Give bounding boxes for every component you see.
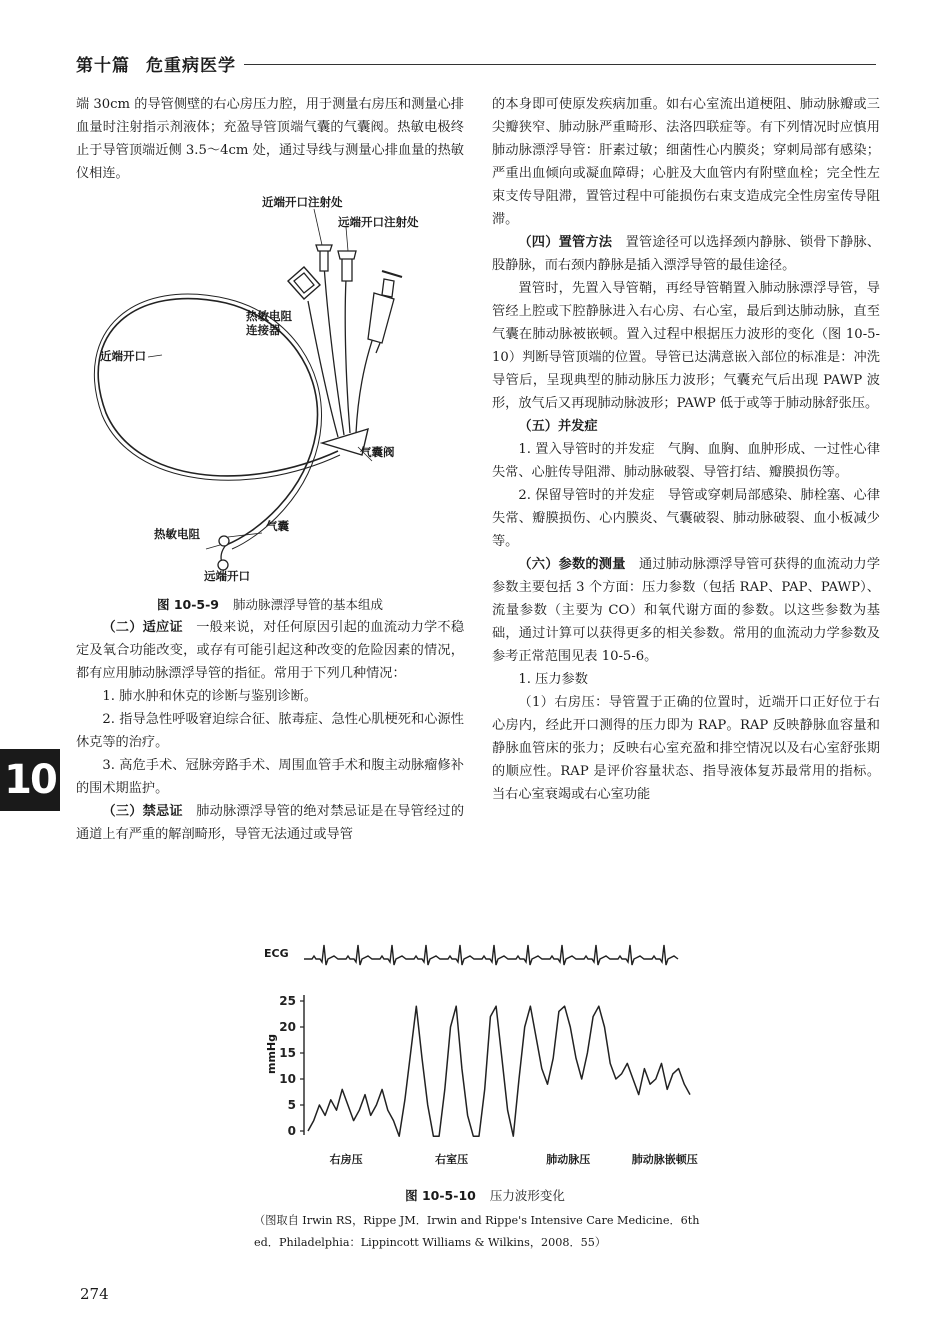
figure2-source-line2: ed．Philadelphia：Lippincott Williams & Wilkins，2008．55） <box>254 1236 607 1249</box>
left-column <box>76 93 464 846</box>
figure-pressure-waveform <box>264 935 710 1175</box>
figure2-caption <box>250 1186 720 1204</box>
ecg-label: ECG <box>264 947 289 960</box>
page-number: 274 <box>80 1285 109 1303</box>
y-tick-label: 5 <box>287 1098 296 1112</box>
region-label: 肺动脉嵌顿压 <box>631 1153 698 1166</box>
rap-paragraph: （1）右房压：导管置于正确的位置时，近端开口正好位于右心房内，经此开口测得的压力即为 RAP。RAP 反映静脉血容量和静脉血管床的张力；反映右心室充盈和排空情况以及右心室舒张期的顺应性。RAP 是评价容量状态、指导液体复苏最常用的指标。当右心室衰竭或右心室功能 <box>492 695 880 802</box>
params-paragraph: （六）参数的测量 通过肺动脉漂浮导管可获得的血流动力学参数主要包括 3 个方面：压力参数（包括 RAP、PAP、PAWP）、流量参数（主要为 CO）和氧代谢方面的参数。以这些参数为基础，通过计算可以获得更多的相关参数。常用的血流动力学参数及参考正常范围见表 10-5-6。 <box>492 557 881 664</box>
part-label: 第十篇 <box>76 55 130 76</box>
figure2-source <box>254 1210 722 1254</box>
region-label: 右房压 <box>329 1153 363 1166</box>
region-label: 右室压 <box>435 1153 469 1166</box>
pressure-trace <box>308 1006 690 1136</box>
label-balloon-valve: 气囊阀 <box>360 445 395 459</box>
label-proximal-injection: 近端开口注射处 <box>262 195 343 209</box>
y-tick-label: 0 <box>287 1124 296 1138</box>
indication-3: 3. 高危手术、冠脉旁路手术、周围血管手术和腹主动脉瘤修补的围术期监护。 <box>76 758 464 796</box>
figure1-number: 图 10-5-9 <box>156 597 219 612</box>
figure2-text: 压力波形变化 <box>489 1188 565 1203</box>
label-thermistor-connector-1: 热敏电阻 <box>246 309 292 323</box>
method-paragraph-2: 置管时，先置入导管鞘，再经导管鞘置入肺动脉漂浮导管，导管经上腔或下腔静脉进入右心房、右心室，最后到达肺动脉，直至气囊在肺动脉被嵌顿。置入过程中根据压力波形的变化（图 10-5-10）判断导管顶端的位置。导管已达满意嵌入部位的标准是：冲洗导管后，呈现典型的肺动脉压力波形；气囊充气后出现 PAWP 波形，放气后又再现肺动脉波形；PAWP 低于或等于肺动脉舒张压。 <box>492 281 880 411</box>
intro-paragraph: 端 30cm 的导管侧壁的右心房压力腔，用于测量右房压和测量心排血量时注射指示剂液体；充盈导管顶端气囊的气囊阀。热敏电极终止于导管顶端近侧 3.5～4cm 处，通过导线与测量心排血量的热敏仪相连。 <box>76 97 464 181</box>
chapter-tab: 10 <box>0 749 60 811</box>
method-title: （四）置管方法 <box>518 235 613 250</box>
params-title: （六）参数的测量 <box>518 557 626 572</box>
figure1-text: 肺动脉漂浮导管的基本组成 <box>233 597 384 612</box>
region-label: 肺动脉压 <box>546 1153 591 1166</box>
y-tick-label: 25 <box>279 994 296 1008</box>
complication-2-title: 2. 保留导管时的并发症 <box>518 488 655 503</box>
complication-1-title: 1. 置入导管时的并发症 <box>518 442 655 457</box>
y-axis-label: mmHg <box>265 1033 279 1075</box>
complication-2: 2. 保留导管时的并发症 导管或穿刺局部感染、肺栓塞、心律失常、瓣膜损伤、心内膜炎、气囊破裂、肺动脉破裂、血小板减少等。 <box>492 488 881 549</box>
label-thermistor: 热敏电阻 <box>154 527 200 541</box>
contra-paragraph: （三）禁忌证 肺动脉漂浮导管的绝对禁忌证是在导管经过的通道上有严重的解剖畸形，导管无法通过或导管 <box>76 804 465 842</box>
pressure-waveform-line <box>308 1006 690 1136</box>
label-balloon: 气囊 <box>266 519 289 533</box>
indications-title: （二）适应证 <box>102 620 183 635</box>
complication-1: 1. 置入导管时的并发症 气胸、血胸、血肿形成、一过性心律失常、心脏传导阻滞、肺动脉破裂、导管打结、瓣膜损伤等。 <box>492 442 881 480</box>
complications-title: （五）并发症 <box>518 419 598 434</box>
label-thermistor-connector-2: 连接器 <box>246 323 281 337</box>
contra-title: （三）禁忌证 <box>102 804 183 819</box>
y-tick-label: 20 <box>279 1020 296 1034</box>
y-tick-label: 10 <box>279 1072 296 1086</box>
figure1-caption <box>76 593 464 616</box>
figure-catheter <box>76 193 464 593</box>
indications-paragraph: （二）适应证 一般来说，对任何原因引起的血流动力学不稳定及氧合功能改变，或存有可能引起这种改变的危险因素的情况，都有应用肺动脉漂浮导管的指征。常用于下列几种情况： <box>76 620 465 681</box>
figure2-number: 图 10-5-10 <box>405 1188 476 1203</box>
label-distal-injection: 远端开口注射处 <box>338 215 419 229</box>
part-title: 危重病医学 <box>146 55 236 76</box>
indication-1: 1. 肺水肿和休克的诊断与鉴别诊断。 <box>102 689 317 704</box>
header-rule <box>244 64 876 65</box>
contra-continued: 的本身即可使原发疾病加重。如右心室流出道梗阻、肺动脉瓣或三尖瓣狭窄、肺动脉严重畸形、法洛四联症等。有下列情况时应慎用肺动脉漂浮导管：肝素过敏；细菌性心内膜炎；穿刺局部有感染；严重出血倾向或凝血障碍；心脏及大血管内有附壁血栓；完全性左束支传导阻滞，置管过程中可能损伤右束支造成完全性房室传导阻滞。 <box>492 97 880 227</box>
figure2-source-line1: （图取自 Irwin RS，Rippe JM．Irwin and Rippe's Intensive Care Medicine．6th <box>254 1214 700 1227</box>
y-tick-label: 15 <box>279 1046 296 1060</box>
indication-2: 2. 指导急性呼吸窘迫综合征、脓毒症、急性心肌梗死和心源性休克等的治疗。 <box>76 712 464 750</box>
method-paragraph: （四）置管方法 置管途径可以选择颈内静脉、锁骨下静脉、股静脉，而右颈内静脉是插入漂浮导管的最佳途径。 <box>492 235 881 273</box>
ecg-trace <box>304 945 678 965</box>
y-axis <box>279 994 304 1138</box>
waveform-chart <box>270 935 710 1175</box>
pressure-params-title: 1. 压力参数 <box>518 672 588 687</box>
label-proximal-port: 近端开口 <box>100 349 146 363</box>
ecg-line <box>304 945 678 965</box>
label-distal-port: 远端开口 <box>204 569 250 583</box>
right-column <box>492 93 880 806</box>
page-header <box>76 50 876 76</box>
catheter-drawing <box>76 193 464 593</box>
